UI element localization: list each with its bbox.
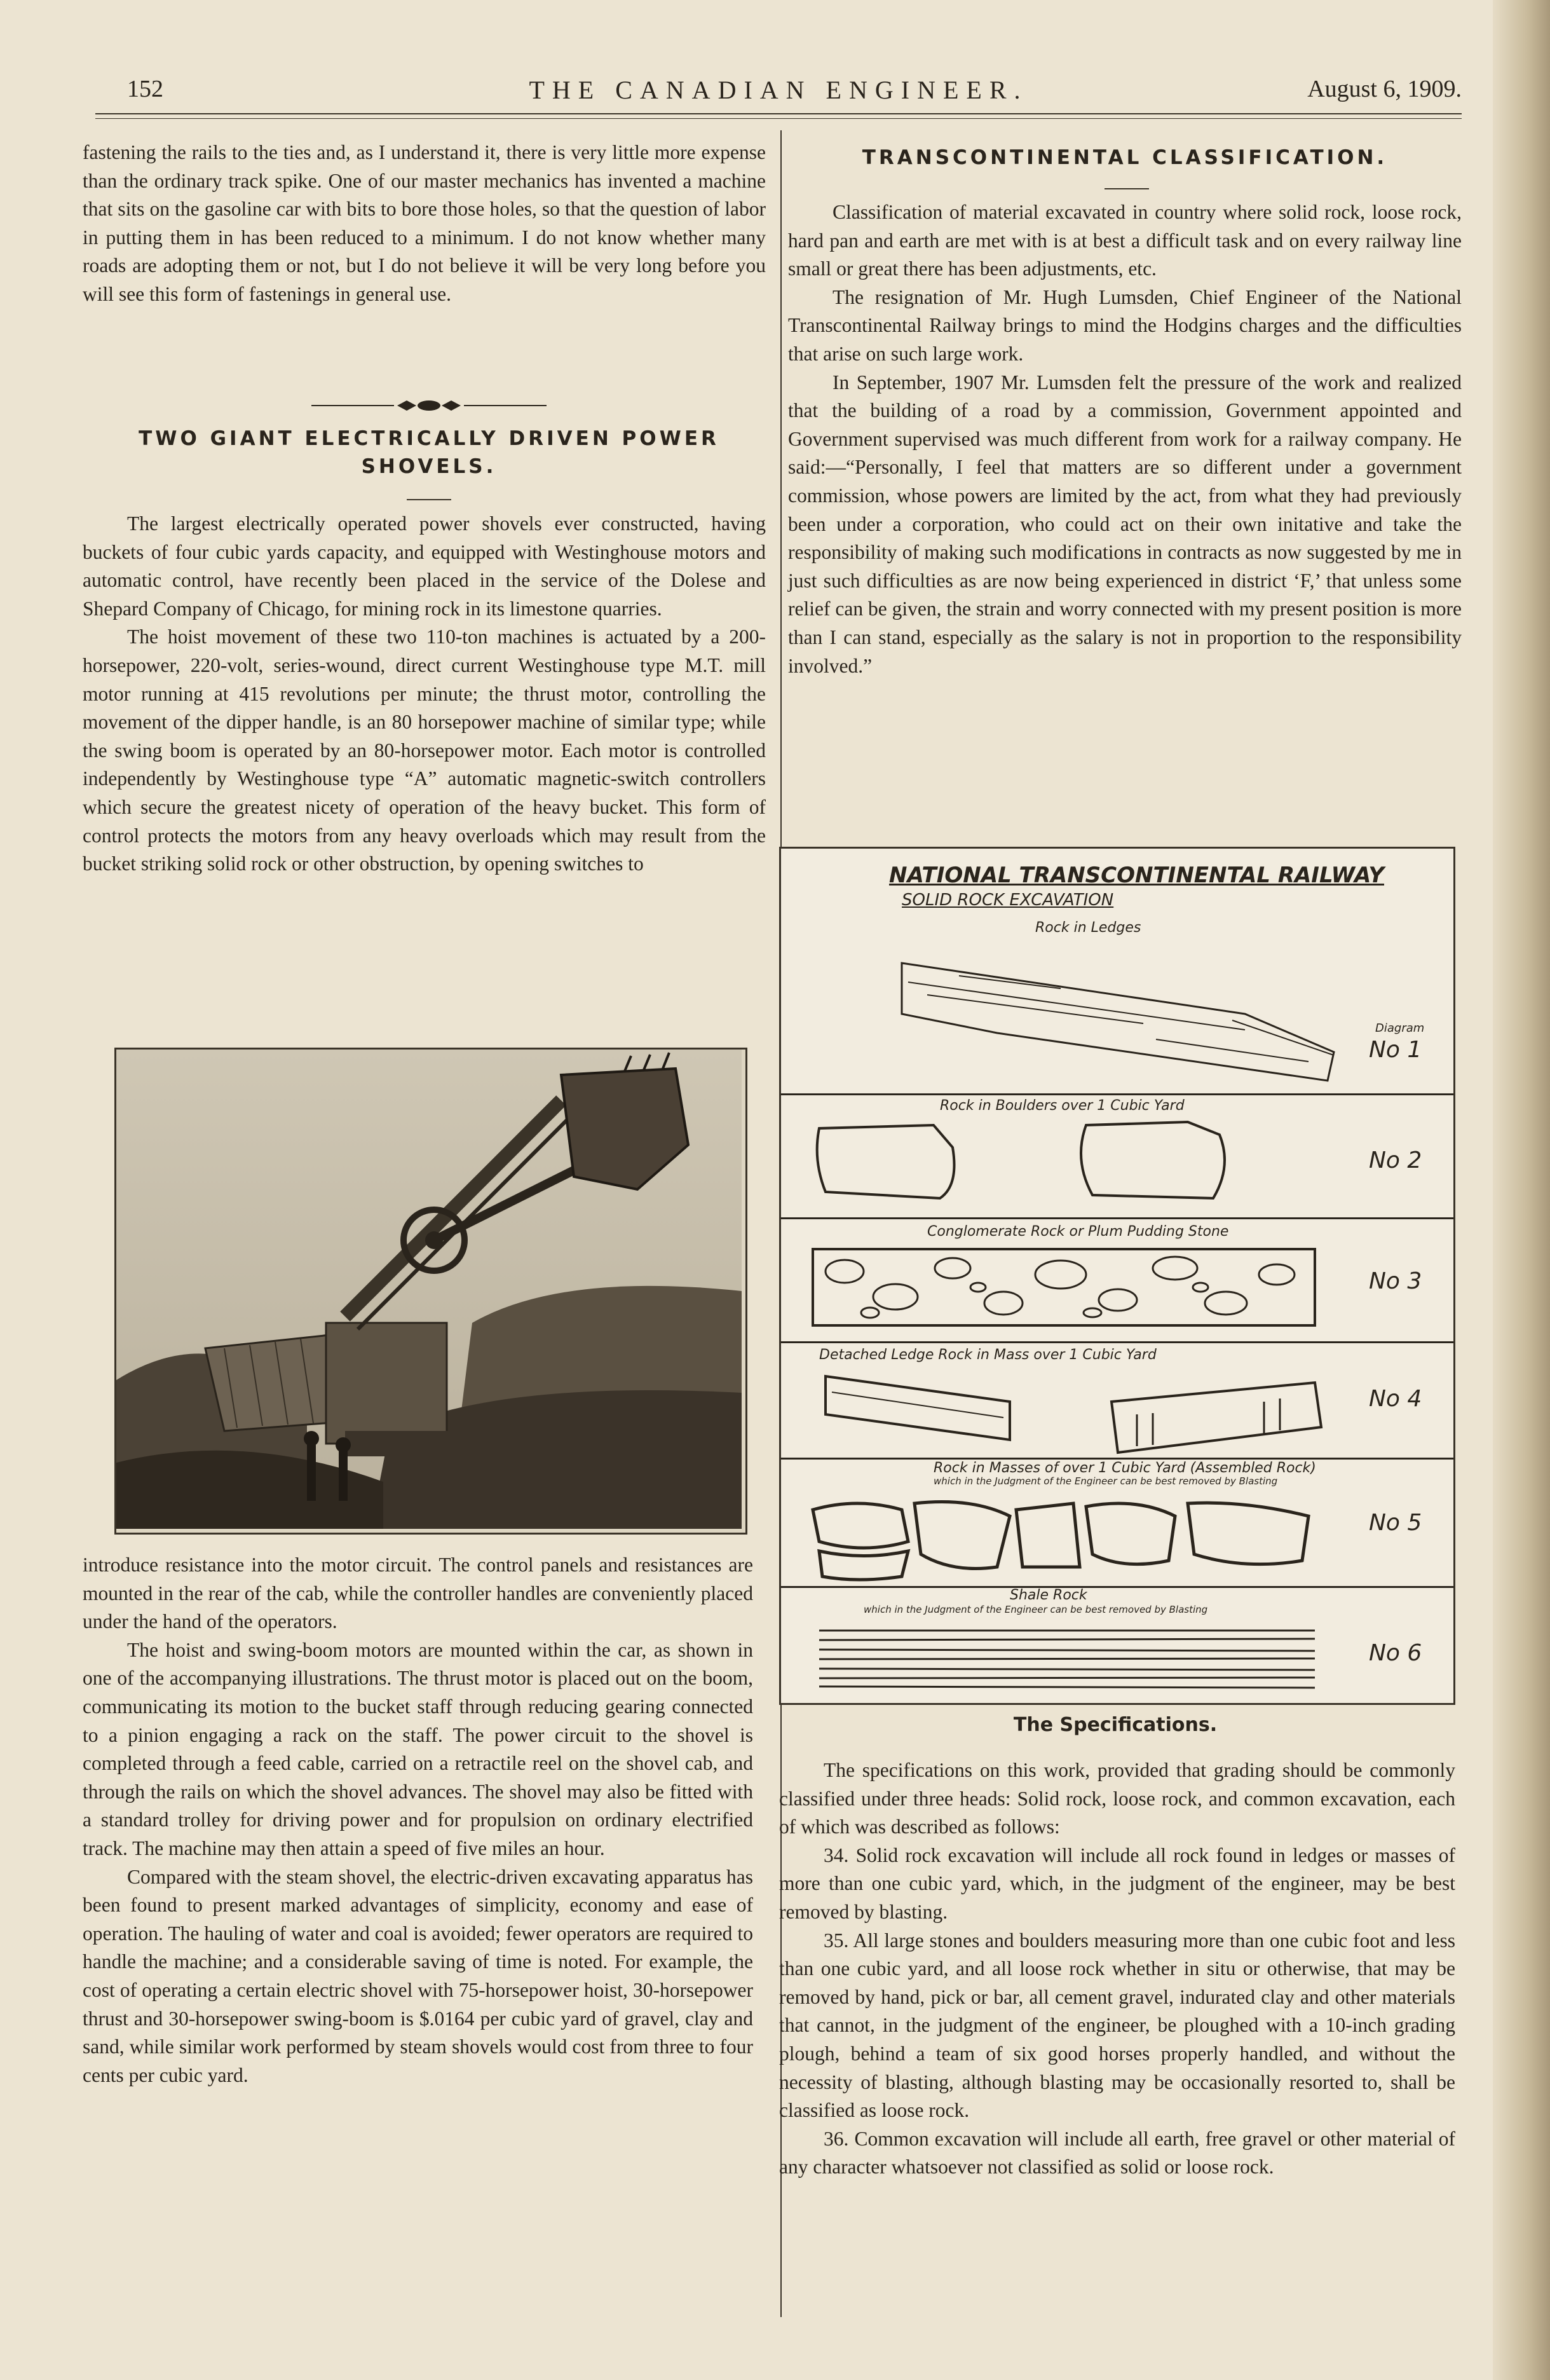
paragraph: 35. All large stones and boulders measuring more than one cubic foot and less than one cubic yard, and all loose rock whether in situ or otherwise, that may be removed by hand, pick or bar, all cement gravel, indurated clay and other materials that cannot, in the judgment of the engineer, be ploughed with a 10-inch grading plough, behind a team of six good horses properly handled, and without the necessity of blasting, although blasting may be occasionally resorted to, shall be classified as loose rock. xyxy=(779,1929,1455,2122)
rock-classification-diagram xyxy=(779,847,1455,1705)
panel-caption-note: which in the Judgment of the Engineer can be best removed by Blasting xyxy=(934,1475,1278,1487)
panel-caption: Shale Rock xyxy=(1010,1587,1087,1603)
paragraph: The specifications on this work, provided that grading should be commonly classified under three heads: Solid rock, loose rock, and common excavation, each of which was described as follows: xyxy=(779,1759,1455,1838)
diagram-subtitle: SOLID ROCK EXCAVATION xyxy=(902,891,1114,910)
assembled-rock-sketch xyxy=(806,1491,1328,1586)
paragraph: In September, 1907 Mr. Lumsden felt the pressure of the work and realized that the building of a road by a commission, Government appointed and Government supervised was much different from work for a railway company. He said:—“Personally, I feel that matters are so different under a government commission, whose powers are limited by the act, from what they had previously been under a corporation, who could act on their own initative and take the responsibility of making such modifications in contracts as now suggested by me in just such difficulties as are now being experienced in district ‘F,’ that unless some relief can be given, the strain and worry connected with my present position is more than I can stand, especially as the salary is not in proportion to the responsibility involved.” xyxy=(788,371,1462,677)
panel-caption: Rock in Masses of over 1 Cubic Yard (Assembled Rock) xyxy=(934,1460,1316,1476)
paragraph: 36. Common excavation will include all earth, free gravel or other material of any character whatsoever not classified as solid or loose rock. xyxy=(779,2127,1455,2178)
classification-article-title: TRANSCONTINENTAL CLASSIFICATION. xyxy=(862,146,1388,169)
power-shovel-photo xyxy=(114,1048,747,1535)
conglomerate-sketch xyxy=(806,1243,1328,1338)
paragraph: Classification of material excavated in country where solid rock, loose rock, hard pan and earth are met with is at best a difficult task and on every railway line small or great there has been adjustments, etc. xyxy=(788,201,1462,280)
paragraph: The hoist and swing-boom motors are mounted within the car, as shown in one of the accompanying illustrations. The thrust motor is placed out on the boom, communicating its motion to the bucket staff through reducing gearing connected to a pinion engaging a rack on the staff. The power circuit to the shovel is completed through a feed cable, carried on a retractile reel on the shovel cab, and through the rails on which the shovel advances. The shovel may also be fitted with a standard trolley for driving power and for propulsion on ordinary electrified track. The machine may then attain a speed of five miles an hour. xyxy=(83,1638,753,1859)
rock-ledges-sketch xyxy=(889,944,1347,1084)
panel-number: No 3 xyxy=(1369,1268,1422,1294)
panel-divider xyxy=(781,1586,1453,1588)
boulders-sketch xyxy=(806,1116,1328,1211)
panel-caption: Detached Ledge Rock in Mass over 1 Cubic Yard xyxy=(819,1347,1157,1363)
shovel-illustration xyxy=(116,1050,742,1529)
title-rule xyxy=(407,499,451,500)
paragraph: Compared with the steam shovel, the electric-driven excavating apparatus has been found to present marked advantages of simplicity, economy and ease of operation. The hauling of water and coal is avoided; fewer operators are required to handle the machine; and a considerable saving of time is noted. For example, the cost of operating a certain electric shovel with 75-horsepower hoist, 30-horsepower thrust and 30-horsepower swing-boom is $.0164 per cubic yard of gravel, clay and sand, while similar work performed by steam shovels would cost from three to four cents per cubic yard. xyxy=(83,1865,753,2086)
panel-divider xyxy=(781,1458,1453,1460)
panel-divider xyxy=(781,1341,1453,1343)
panel-caption: Rock in Ledges xyxy=(1035,920,1141,936)
shale-rock-sketch xyxy=(806,1618,1328,1694)
binding-edge xyxy=(1493,0,1550,2380)
page-number: 152 xyxy=(127,76,163,102)
ornament-divider xyxy=(311,397,547,414)
panel-divider xyxy=(781,1217,1453,1219)
header-rule-thin xyxy=(95,118,1462,119)
paragraph: 34. Solid rock excavation will include all rock found in ledges or masses of more than one cubic yard, which, in the judgment of the engineer, may be best removed by blasting. xyxy=(779,1843,1455,1923)
panel-number: No 5 xyxy=(1369,1510,1422,1536)
panel-number: No 6 xyxy=(1369,1640,1422,1666)
diagram-title: NATIONAL TRANSCONTINENTAL RAILWAY xyxy=(889,863,1384,888)
diagram-word: Diagram xyxy=(1375,1022,1425,1035)
shovels-article-title: TWO GIANT ELECTRICALLY DRIVEN POWER SHOVELS. xyxy=(139,427,719,478)
specifications-heading: The Specifications. xyxy=(1013,1714,1218,1736)
paragraph: introduce resistance into the motor circuit. The control panels and resistances are mounted in the rear of the cab, while the controller handles are conveniently placed under the hand of the operators. xyxy=(83,1554,753,1633)
paragraph: The hoist movement of these two 110-ton machines is actuated by a 200-horsepower, 220-volt, series-wound, direct current Westinghouse type M.T. mill motor running at 415 revolutions per minute; the thrust motor, controlling the movement of the dipper handle, is an 80 horsepower machine of similar type; while the swing boom is operated by an 80-horsepower motor. Each motor is controlled independently by Westinghouse type “A” automatic magnetic-switch controllers which secure the greatest nicety of operation of the heavy bucket. This form of control protects the motors from any heavy overloads which may result from the bucket striking solid rock or other obstruction, by opening switches to xyxy=(83,626,766,875)
panel-caption: Conglomerate Rock or Plum Pudding Stone xyxy=(927,1224,1229,1240)
title-rule xyxy=(1105,188,1149,189)
issue-date: August 6, 1909. xyxy=(1307,76,1462,102)
specifications-body xyxy=(779,1756,1455,2182)
detached-ledge-sketch xyxy=(806,1364,1328,1459)
panel-caption: Rock in Boulders over 1 Cubic Yard xyxy=(940,1098,1185,1114)
paragraph: The largest electrically operated power shovels ever constructed, having buckets of four cubic yards capacity, and equipped with Westinghouse motors and automatic control, have recently been placed in the service of the Dolese and Shepard Company of Chicago, for mining rock in its limestone quarries. xyxy=(83,512,766,620)
classification-body xyxy=(788,198,1462,680)
panel-caption-note: which in the Judgment of the Engineer can be best removed by Blasting xyxy=(864,1604,1208,1615)
journal-title: THE CANADIAN ENGINEER. xyxy=(529,76,1028,104)
page-header xyxy=(95,75,1462,113)
panel-number: No 2 xyxy=(1369,1147,1422,1173)
left-column-top xyxy=(83,139,766,309)
shovels-body-top xyxy=(83,510,766,879)
continued-paragraph: fastening the rails to the ties and, as I understand it, there is very little more expense than the ordinary track spike. One of our master mechanics has invented a machine that sits on the gasoline car with bits to bore those holes, so that the question of labor in putting them in has been reduced to a minimum. I do not know whether many roads are adopting them or not, but I do not believe it will be very long before you will see this form of fastenings in general use. xyxy=(83,141,766,305)
panel-number: No 4 xyxy=(1369,1386,1422,1412)
paragraph: The resignation of Mr. Hugh Lumsden, Chief Engineer of the National Transcontinental Railway brings to mind the Hodgins charges and the difficulties that arise on such large work. xyxy=(788,285,1462,365)
header-rule xyxy=(95,113,1462,114)
panel-divider xyxy=(781,1093,1453,1095)
panel-number: No 1 xyxy=(1369,1037,1422,1063)
shovels-body-bottom xyxy=(83,1551,753,2089)
